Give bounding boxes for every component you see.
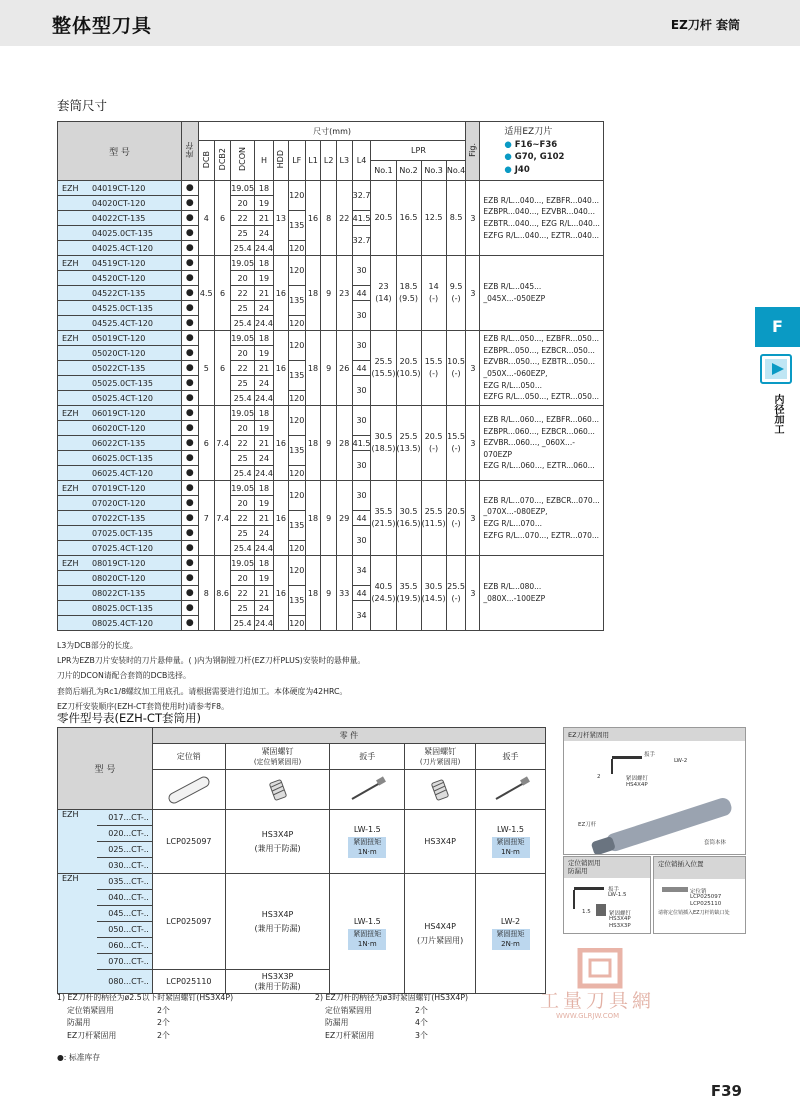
diagram-pin-position: 定位销插入位置 定位销 LCP025097 LCP025110 请将定位销插入EZ刀杆的缺口处 (653, 856, 746, 934)
table-row: 04525.4CT-120 ● 25.4 24.4 120 (58, 316, 604, 331)
table-row: 05025.4CT-120 ● 25.4 24.4 120 (58, 391, 604, 406)
model-code: 04525.4CT-120 (58, 316, 182, 331)
table-row: 08020CT-120 ● 20 19 (58, 571, 604, 586)
footnote-a: 1) EZ刀杆的柄径为ø2.5以下时紧固螺钉(HS3X4P) 定位销紧固用 2个 防漏用 2个 EZ刀杆紧固用 2个 (57, 993, 234, 1040)
screw-icon-2 (405, 770, 476, 810)
table-row: EZH 07019CT-120 ● 7 7.4 19.05 18 16 120 18 9 29 30 35.5 (21.5) 30.5 (16.5) 25.5 (11.5) 20.5 (-) 3 EZB R/L...070..., EZBCR...070... _070X...-080EZP, EZG R/L...070... EZFG R/L...070..., EZTR...070... (58, 481, 604, 496)
table-row: 05020CT-120 ● 20 19 (58, 346, 604, 361)
stock-legend: ●: 标准库存 (57, 1053, 101, 1062)
model-code: 05022CT-135 (58, 361, 182, 376)
table-row: 05022CT-135 ● 22 21 135 44 (58, 361, 604, 376)
table-row: 04520CT-120 ● 20 19 (58, 271, 604, 286)
table-row: 06020CT-120 ● 20 19 (58, 421, 604, 436)
model-code: 07025.0CT-135 (58, 526, 182, 541)
model-code: 04522CT-135 (58, 286, 182, 301)
side-label: 内径加工 (772, 394, 783, 434)
model-code: EZH 08019CT-120 (58, 556, 182, 571)
stock-mark: ● (182, 406, 199, 421)
model-code: 06022CT-135 (58, 436, 182, 451)
model-code: 04525.0CT-135 (58, 301, 182, 316)
page-title: 整体型刀具 (52, 15, 153, 37)
table-row: 08025.0CT-135 ● 25 24 34 (58, 601, 604, 616)
stock-mark: ● (182, 436, 199, 451)
stock-mark: ● (182, 421, 199, 436)
stock-mark: ● (182, 256, 199, 271)
model-code: 05025.4CT-120 (58, 391, 182, 406)
model-code: EZH 05019CT-120 (58, 331, 182, 346)
model-code: 06020CT-120 (58, 421, 182, 436)
pin-icon (152, 770, 225, 810)
table-row: 06025.4CT-120 ● 25.4 24.4 120 (58, 466, 604, 481)
stock-mark: ● (182, 301, 199, 316)
stock-mark: ● (182, 226, 199, 241)
stock-mark: ● (182, 466, 199, 481)
ez-insert-list: EZB R/L...080... _080X...-100EZP (480, 556, 604, 631)
stock-mark: ● (182, 241, 199, 256)
table-row: 07025.4CT-120 ● 25.4 24.4 120 (58, 541, 604, 556)
table-row: 04025.0CT-135 ● 25 24 32.7 (58, 226, 604, 241)
section-tab-f[interactable]: F (755, 307, 800, 347)
section-title-sleeve: 套筒尺寸 (57, 98, 108, 113)
diagram-pin-clamp: 定位销固用 防漏用 扳手 LW-1.5 1.5 紧固螺钉 HS3X4P HS3X3P (563, 856, 651, 934)
col-dims: 尺寸(mm) (198, 122, 466, 141)
model-code: EZH 07019CT-120 (58, 481, 182, 496)
stock-mark: ● (182, 586, 199, 601)
ez-insert-list: EZB R/L...040..., EZBFR...040... EZBPR...040..., EZVBR...040... EZBTR...040..., EZG R/L...040... EZFG R/L...040..., EZTR...040... (480, 181, 604, 256)
stock-mark: ● (182, 541, 199, 556)
page-subtitle: EZ刀杆 套筒 (670, 18, 740, 32)
model-code: 07020CT-120 (58, 496, 182, 511)
stock-mark: ● (182, 181, 199, 196)
model-code: 08025.0CT-135 (58, 601, 182, 616)
stock-mark: ● (182, 361, 199, 376)
table-notes: L3为DCB部分的长度。 LPR为EZB刀片安装时的刀片悬伸量。( )内为钢制镗刀杆(EZ刀杆PLUS)安装时的悬伸量。 刀片的DCON请配合套筒的DCB选择。 套筒后端孔为Rc1/8螺纹加工用底孔。请根据需要进行追加工。本体硬度为42HRC。 EZ刀杆安装顺序(EZH-CT套筒使用时)请参考F8。 (57, 641, 366, 711)
stock-mark: ● (182, 316, 199, 331)
table-row: EZH 06019CT-120 ● 6 7.4 19.05 18 16 120 18 9 28 30 30.5 (18.5) 25.5 (13.5) 20.5 (-) 15.5 (-) 3 EZB R/L...060..., EZBFR...060... EZBPR...060..., EZBCR...060... EZVBR...060..., _060X...- 070EZP EZG R/L...060..., EZTR...060... (58, 406, 604, 421)
wrench-icon-2 (476, 770, 546, 810)
stock-mark: ● (182, 526, 199, 541)
model-code: EZH 04019CT-120 (58, 181, 182, 196)
table-row: 08025.4CT-120 ● 25.4 24.4 120 (58, 616, 604, 631)
stock-mark: ● (182, 376, 199, 391)
stock-mark: ● (182, 196, 199, 211)
model-code: 06025.0CT-135 (58, 451, 182, 466)
ez-insert-list: EZB R/L...045... _045X...-050EZP (480, 256, 604, 331)
col-model: 型 号 (58, 122, 182, 181)
table-row: 08022CT-135 ● 22 21 135 44 (58, 586, 604, 601)
ez-insert-list: EZB R/L...060..., EZBFR...060... EZBPR...060..., EZBCR...060... EZVBR...060..., _060X...- 070EZP EZG R/L...060..., EZTR...060... (480, 406, 604, 481)
stock-mark: ● (182, 571, 199, 586)
wrench-icon (330, 770, 405, 810)
watermark: 工量刀具網 WWW.GLRJW.COM (540, 948, 690, 1028)
table-row: EZH 04519CT-120 ● 4.5 6 19.05 18 16 120 18 9 23 30 23 (14) 18.5 (9.5) 14 (-) 9.5 (-) 3 EZB R/L...045... _045X...-050EZP (58, 256, 604, 271)
stock-mark: ● (182, 286, 199, 301)
footnote-b: 2) EZ刀杆的柄径为ø3时紧固螺钉(HS3X4P) 定位销紧固用 2个 防漏用 4个 EZ刀杆紧固用 3个 (315, 993, 469, 1040)
stock-mark: ● (182, 556, 199, 571)
model-code: 07022CT-135 (58, 511, 182, 526)
col-stock: 库存 (182, 122, 199, 181)
stock-mark: ● (182, 331, 199, 346)
ez-insert-list: EZB R/L...050..., EZBFR...050... EZBPR...050..., EZBCR...050... EZVBR...050..., EZBTR...050... _050X...-060EZP, EZG R/L...050... EZFG R/L...050..., EZTR...050... (480, 331, 604, 406)
section-title-parts: 零件型号表(EZH-CT套筒用) (57, 711, 201, 725)
model-code: EZH 04519CT-120 (58, 256, 182, 271)
stock-mark: ● (182, 271, 199, 286)
diagram-bar-clamp: EZ刀杆紧固用 扳手 LW-2 2 紧固螺钉 HS4X4P EZ刀杆 套筒本体 (563, 727, 746, 855)
table-row: 04522CT-135 ● 22 21 135 44 (58, 286, 604, 301)
model-code: 08025.4CT-120 (58, 616, 182, 631)
table-row: EZH 08019CT-120 ● 8 8.6 19.05 18 16 120 18 9 33 34 40.5 (24.5) 35.5 (19.5) 30.5 (14.5) 25.5 (-) 3 EZB R/L...080... _080X...-100EZP (58, 556, 604, 571)
table-row: 05025.0CT-135 ● 25 24 30 (58, 376, 604, 391)
table-row: 04022CT-135 ● 22 21 135 41.5 (58, 211, 604, 226)
table-row: EZH 04019CT-120 ● 4 6 19.05 18 13 120 16 8 22 32.7 20.5 16.5 12.5 8.5 3 EZB R/L...040..., EZBFR...040... EZBPR...040..., EZVBR...040... EZBTR...040..., EZG R/L...040... EZFG R/L...040..., EZTR...040... (58, 181, 604, 196)
sleeve-dimension-table: 型 号 库存 尺寸(mm) Fig. 适用EZ刀片 ● F16~F36 ● G70, G102 ● J40 DCB DCB2 DCON H HDD LF L1 L2 L3 L4 LPR No.1 No.2 No.3 No.4 EZH 04019CT-120 ● 4 6 19.05 18 13 120 16 8 22 32.7 20.5 16.5 12.5 8.5 3 EZB R/L...040..., EZBFR...040... EZBPR...040..., EZVBR...040... EZBTR...040..., EZG R/L...040... EZFG R/L...040..., EZTR...040... 04020CT-120 ● 20 19 04022CT-135 ● 22 21 135 41.5 04025.0CT-135 ● 25 24 32.7 04025.4CT-120 ● 25.4 24.4 120 EZH 04519CT-120 ● 4.5 6 19.05 18 16 120 18 9 23 30 23 (14) 18.5 (9.5) 14 (-) 9.5 (-) 3 EZB R/L...045... _045X...-050EZP 04520CT-120 ● 20 19 04522CT-135 ● 22 21 135 44 04525.0CT-135 ● 25 24 30 04525.4CT-120 ● 25.4 24.4 120 EZH 05019CT-120 ● 5 6 19.05 18 16 120 18 9 26 30 25.5 (15.5) 20.5 (10.5) 15.5 (-) 10.5 (-) 3 EZB R/L...050..., EZBFR...050... EZBPR...050..., EZBCR...050... EZVBR...050..., EZBTR...050... _050X...-060EZP, EZG R/L...050... EZFG R/L...050..., EZTR...050... 05020CT-120 ● 20 19 05022CT-135 ● 22 21 135 44 05025.0CT-135 ● 25 24 30 05025.4CT-120 ● 25.4 24.4 120 EZH 06019CT-120 ● 6 7.4 19.05 18 16 120 18 9 28 30 30.5 (18.5) 25.5 (13.5) 20.5 (-) 15.5 (-) 3 EZB R/L...060..., EZBFR...060... EZBPR...060..., EZBCR...060... EZVBR...060..., _060X...- 070EZP EZG R/L...060..., EZTR...060... 06020CT-120 ● 20 19 06022CT-135 ● 22 21 135 41.5 06025.0CT-135 ● 25 24 30 06025.4CT-120 ● 25.4 24.4 120 EZH 07019CT-120 ● 7 7.4 19.05 18 16 120 18 9 29 30 35.5 (21.5) 30.5 (16.5) 25.5 (11.5) 20.5 (-) 3 EZB R/L...070..., EZBCR...070... _070X...-080EZP, EZG R/L...070... EZFG R/L...070..., EZTR...070... 07020CT-120 ● 20 19 07022CT-135 ● 22 21 135 44 07025.0CT-135 ● 25 24 30 07025.4CT-120 ● 25.4 24.4 120 EZH 08019CT-120 ● 8 8.6 19.05 18 16 120 18 9 33 34 40.5 (24.5) 35.5 (19.5) 30.5 (14.5) 25.5 (-) 3 EZB R/L...080... _080X...-100EZP 08020CT-120 ● 20 19 08022CT-135 ● 22 21 135 44 08025.0CT-135 ● 25 24 34 08025.4CT-120 ● 25.4 24.4 120 (57, 121, 604, 631)
stock-mark: ● (182, 211, 199, 226)
table-row: 06025.0CT-135 ● 25 24 30 (58, 451, 604, 466)
table-row: 07022CT-135 ● 22 21 135 44 (58, 511, 604, 526)
model-code: 04020CT-120 (58, 196, 182, 211)
table-row: EZH 05019CT-120 ● 5 6 19.05 18 16 120 18 9 26 30 25.5 (15.5) 20.5 (10.5) 15.5 (-) 10.5 (-) 3 EZB R/L...050..., EZBFR...050... EZBPR...050..., EZBCR...050... EZVBR...050..., EZBTR...050... _050X...-060EZP, EZG R/L...050... EZFG R/L...050..., EZTR...050... (58, 331, 604, 346)
stock-mark: ● (182, 511, 199, 526)
model-code: 07025.4CT-120 (58, 541, 182, 556)
page-number: F39 (710, 1082, 742, 1100)
stock-mark: ● (182, 601, 199, 616)
stock-mark: ● (182, 391, 199, 406)
bore-icon (760, 354, 792, 384)
table-row: 04020CT-120 ● 20 19 (58, 196, 604, 211)
model-code: 05025.0CT-135 (58, 376, 182, 391)
col-fig: Fig. (466, 122, 480, 181)
table-row: 07020CT-120 ● 20 19 (58, 496, 604, 511)
table-row: 06022CT-135 ● 22 21 135 41.5 (58, 436, 604, 451)
stock-mark: ● (182, 496, 199, 511)
model-code: 05020CT-120 (58, 346, 182, 361)
table-row: 04525.0CT-135 ● 25 24 30 (58, 301, 604, 316)
stock-mark: ● (182, 616, 199, 631)
model-code: 04025.4CT-120 (58, 241, 182, 256)
model-code: 08020CT-120 (58, 571, 182, 586)
model-code: 08022CT-135 (58, 586, 182, 601)
model-code: 06025.4CT-120 (58, 466, 182, 481)
table-row: 04025.4CT-120 ● 25.4 24.4 120 (58, 241, 604, 256)
stock-mark: ● (182, 346, 199, 361)
col-ez-inserts: 适用EZ刀片 ● F16~F36 ● G70, G102 ● J40 (480, 122, 604, 181)
model-code: 04520CT-120 (58, 271, 182, 286)
model-code: 04022CT-135 (58, 211, 182, 226)
top-bar (0, 0, 800, 46)
model-code: 04025.0CT-135 (58, 226, 182, 241)
parts-table: 型 号 零 件 定位销 紧固螺钉 (定位销紧固用) 扳手 紧固螺钉 (刀片紧固用) 扳手 EZH 017...CT-.. LCP025097 HS3X4P (兼用于防漏) LW-1.5 紧固扭矩 1N·m HS3X4P LW-1.5 紧固扭矩 1N·m 020...CT-.. 025...CT-.. 030...CT-.. EZH 035...CT-.. LCP025097 HS3X4P (兼用于防漏) LW-1.5 紧固扭矩 1N·m HS4X4P (刀片紧固用) LW-2 紧固扭矩 2N·m 040...CT-.. 045...CT-.. 050...CT-.. 060...CT-.. 070...CT-.. 080...CT-.. LCP025110 HS3X3P (兼用于防漏) (57, 727, 546, 994)
ez-insert-list: EZB R/L...070..., EZBCR...070... _070X...-080EZP, EZG R/L...070... EZFG R/L...070..., EZTR...070... (480, 481, 604, 556)
stock-mark: ● (182, 451, 199, 466)
table-row: 07025.0CT-135 ● 25 24 30 (58, 526, 604, 541)
stock-mark: ● (182, 481, 199, 496)
model-code: EZH 06019CT-120 (58, 406, 182, 421)
screw-icon (225, 770, 330, 810)
